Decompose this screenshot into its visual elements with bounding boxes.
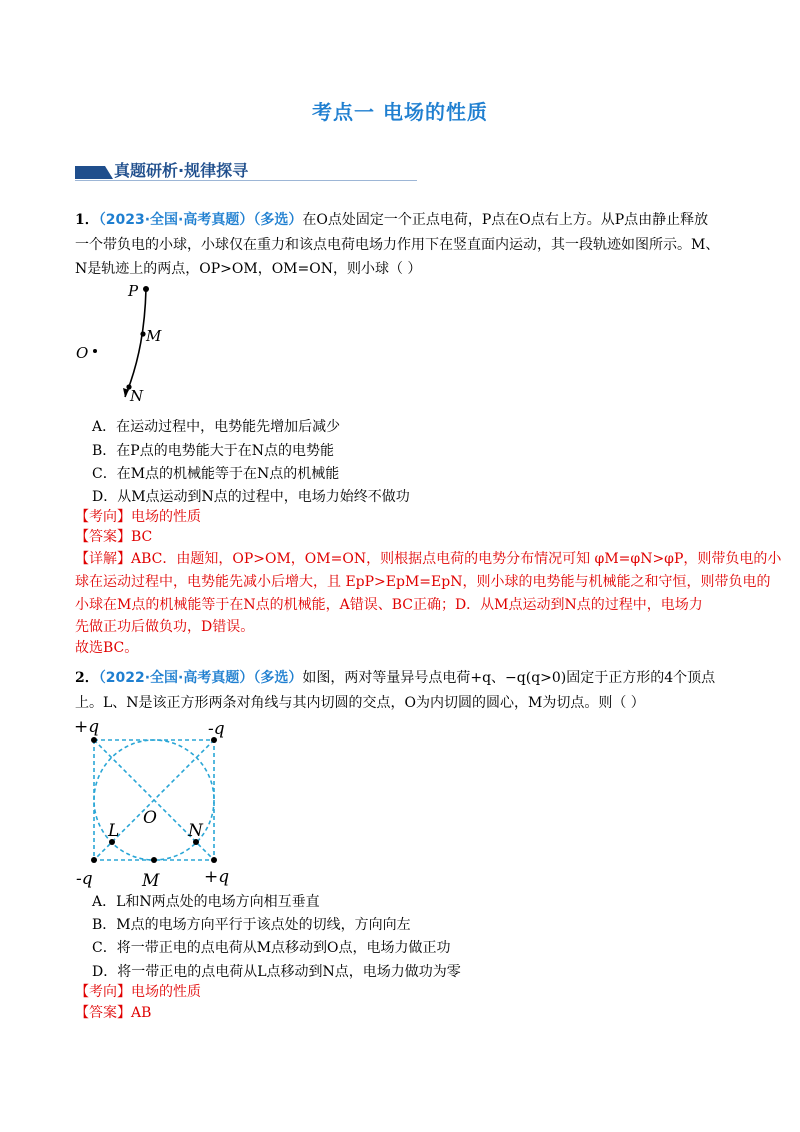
q2-option-a: A．L和N两点处的电场方向相互垂直: [92, 894, 320, 910]
section-bar: [75, 166, 105, 179]
q2-label-o: O: [143, 808, 157, 828]
q2-source: （2022·全国·高考真题）: [98, 670, 254, 686]
q1-kaoxiang-label: 【考向】: [75, 509, 131, 525]
q1-text-2: 一个带负电的小球，小球仅在重力和该点电荷电场力作用下在竖直面内运动，其一段轨迹如图所示。M、: [75, 237, 720, 253]
q1-answer: [75, 527, 152, 547]
q1-detail-1: [75, 549, 781, 569]
q2-label-n: N: [188, 821, 203, 841]
q2-point-m: [151, 857, 157, 863]
page-title: 考点一 电场的性质: [312, 100, 488, 124]
q1-label-o: O: [76, 344, 89, 362]
q1-label-m: M: [146, 327, 162, 345]
q2-label-tl: +q: [74, 717, 100, 737]
q2-option-d: D．将一带正电的点电荷从L点移动到N点，电场力做功为零: [92, 964, 461, 980]
q1-text-1: 在O点处固定一个正点电荷，P点在O点右上方。从P点由静止释放: [302, 212, 709, 228]
q1-point-m: [140, 331, 145, 336]
q1-detail-label: 【详解】: [75, 551, 131, 567]
q1-detail-2: 球在运动过程中，电势能先减小后增大，且 EpP>EpM=EpN，则小球的电势能与机械能之和守恒，则带负电的: [75, 574, 771, 590]
q1-option-c: C．在M点的机械能等于在N点的机械能: [92, 466, 340, 482]
q1-option-b: B．在P点的电势能大于在N点的电势能: [92, 443, 334, 459]
q2-label-tr: -q: [208, 719, 225, 739]
q1-label-n: N: [130, 387, 144, 405]
q2-charge-br: [211, 857, 217, 863]
q1-option-a: A．在运动过程中，电势能先增加后减少: [92, 419, 341, 435]
q1-answer-value: BC: [131, 529, 153, 545]
q2-charge-bl: [91, 857, 97, 863]
q2-answer-value: AB: [131, 1005, 152, 1021]
q1-answer-label: 【答案】: [75, 529, 131, 545]
q2-label-m: M: [142, 871, 160, 891]
q2-charge-tl: [91, 737, 97, 743]
q1-source: （2023·全国·高考真题）: [98, 212, 254, 228]
q2-option-c: C．将一带正电的点电荷从M点移动到O点，电场力做正功: [92, 940, 451, 956]
q2-text-1: 如图，两对等量异号点电荷+q、−q(q>0)固定于正方形的4个顶点: [302, 670, 716, 686]
q2-answer-label: 【答案】: [75, 1005, 131, 1021]
q2-kaoxiang: [75, 982, 201, 1002]
q1-detail-4: 先做正功后做负功，D错误。: [75, 619, 255, 635]
q2-type: （多选）: [253, 670, 303, 686]
q1-line-1: [75, 210, 708, 230]
q2-text-2: 上。L、N是该正方形两条对角线与其内切圆的交点，O为内切圆的圆心，M为切点。则（ ）: [75, 695, 645, 711]
q2-kaoxiang-value: 电场的性质: [131, 984, 201, 1000]
q1-label-p: P: [128, 282, 139, 300]
q1-kaoxiang: [75, 507, 201, 527]
q1-conclusion: 故选BC。: [75, 640, 139, 656]
section-title: 真题研析·规律探寻: [114, 161, 249, 180]
q2-number: 2．: [75, 670, 99, 686]
q1-trajectory-figure: [70, 280, 190, 410]
q1-text-3: N是轨迹上的两点，OP>OM，OM=ON，则小球（ ）: [75, 261, 422, 277]
q1-option-d: D．从M点运动到N点的过程中，电场力始终不做功: [92, 489, 410, 505]
q1-point-o: [93, 349, 97, 353]
q2-line-1: [75, 668, 715, 688]
q1-type: （多选）: [253, 212, 303, 228]
q2-square-figure: [70, 712, 240, 892]
q1-detail-text-1: ABC．由题知，OP>OM，OM=ON，则根据点电荷的电势分布情况可知 φM=φN>φP，则带负电的小: [131, 551, 782, 567]
q1-number: 1．: [75, 212, 99, 228]
q2-option-b: B．M点的电场方向平行于该点处的切线，方向向左: [92, 917, 411, 933]
q1-point-p: [143, 286, 149, 292]
q2-label-br: +q: [204, 867, 230, 887]
q1-trajectory-curve: [125, 289, 146, 397]
q1-detail-3: 小球在M点的机械能等于在N点的机械能，A错误、BC正确；D．从M点运动到N点的过程中，电场力: [75, 597, 703, 613]
q2-label-l: L: [108, 821, 120, 841]
q2-answer: [75, 1003, 151, 1023]
section-bar-arrow: [105, 166, 113, 179]
q1-kaoxiang-value: 电场的性质: [131, 509, 201, 525]
q2-kaoxiang-label: 【考向】: [75, 984, 131, 1000]
q2-label-bl: -q: [76, 869, 93, 889]
section-underline: [75, 180, 417, 181]
